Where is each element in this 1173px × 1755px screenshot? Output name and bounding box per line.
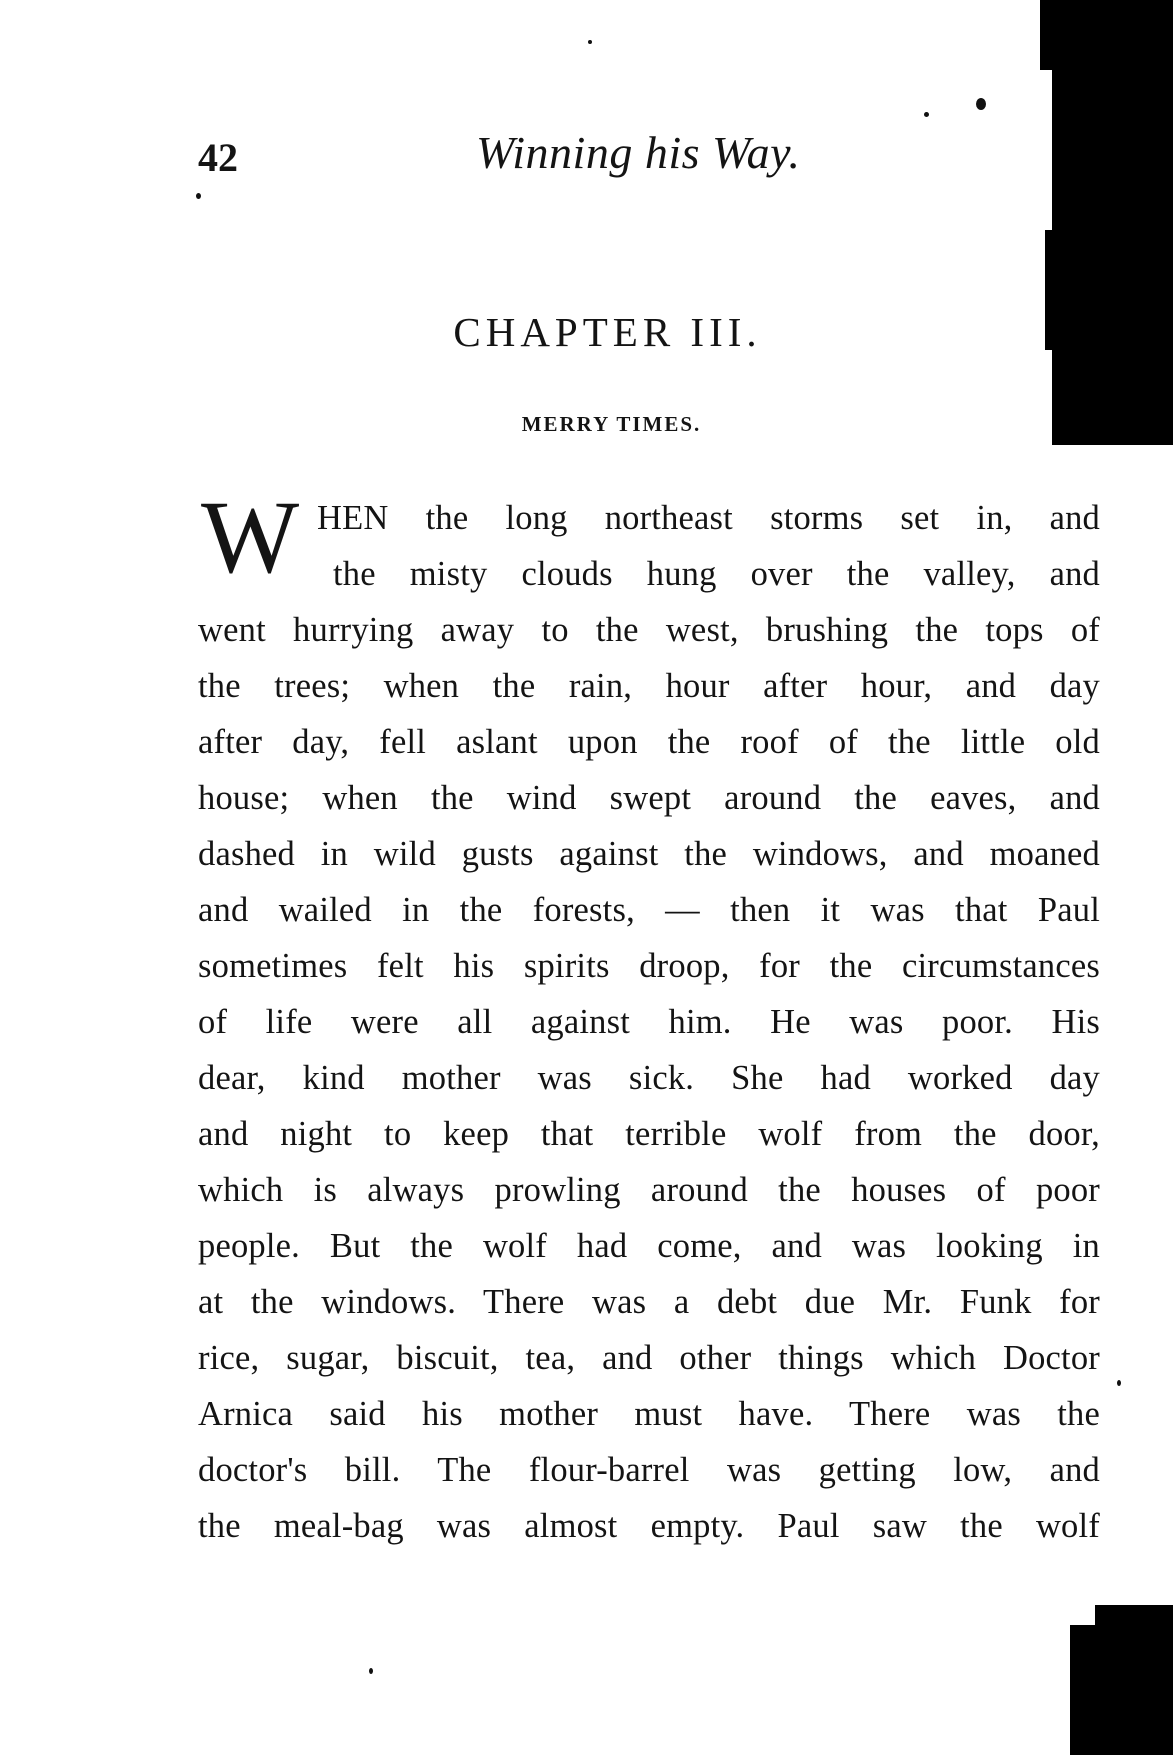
- ink-speck: [976, 98, 986, 110]
- scan-edge-shadow: [1070, 1625, 1173, 1755]
- text-line: and wailed in the forests, — then it was that Paul: [198, 891, 1100, 929]
- text-line: after day, fell aslant upon the roof of the little old: [198, 723, 1100, 761]
- scan-edge-notch: [1040, 0, 1060, 70]
- text-line: Arnica said his mother must have. There was the: [198, 1395, 1100, 1433]
- ink-speck: [588, 40, 592, 44]
- text-line: went hurrying away to the west, brushing the tops of: [198, 611, 1100, 649]
- scan-edge-notch: [1045, 230, 1059, 350]
- running-head: Winning his Way.: [476, 127, 801, 178]
- text-line: at the windows. There was a debt due Mr. Funk for: [198, 1283, 1100, 1321]
- chapter-subtitle: MERRY TIMES.: [521, 412, 702, 436]
- text-line: doctor's bill. The flour-barrel was getting low, and: [198, 1451, 1100, 1489]
- text-line: HEN the long northeast storms set in, and: [317, 499, 1100, 537]
- text-line: of life were all against him. He was poor. His: [198, 1003, 1100, 1041]
- chapter-title: CHAPTER III.: [453, 309, 762, 355]
- scan-edge-notch: [1095, 1605, 1173, 1629]
- text-line: dear, kind mother was sick. She had worked day: [198, 1059, 1100, 1097]
- text-line: people. But the wolf had come, and was looking in: [198, 1227, 1100, 1265]
- scan-edge-notch: [1110, 380, 1130, 445]
- scan-edge-shadow: [1052, 0, 1173, 445]
- ink-speck: [924, 112, 929, 117]
- text-line: house; when the wind swept around the eaves, and: [198, 779, 1100, 817]
- page-number: 42: [198, 135, 238, 180]
- text-line: and night to keep that terrible wolf from the door,: [198, 1115, 1100, 1153]
- text-line: the meal-bag was almost empty. Paul saw the wolf: [198, 1507, 1100, 1545]
- text-line: the trees; when the rain, hour after hour, and day: [198, 667, 1100, 705]
- ink-speck: [196, 193, 201, 199]
- text-line: sometimes felt his spirits droop, for the circumstances: [198, 947, 1100, 985]
- drop-cap: W: [201, 480, 300, 595]
- text-line: the misty clouds hung over the valley, and: [333, 555, 1100, 593]
- ink-speck: [1117, 1380, 1121, 1386]
- text-line: which is always prowling around the houses of poor: [198, 1171, 1100, 1209]
- ink-speck: [369, 1668, 373, 1674]
- text-line: rice, sugar, biscuit, tea, and other things which Doctor: [198, 1339, 1100, 1377]
- text-line: dashed in wild gusts against the windows, and moaned: [198, 835, 1100, 873]
